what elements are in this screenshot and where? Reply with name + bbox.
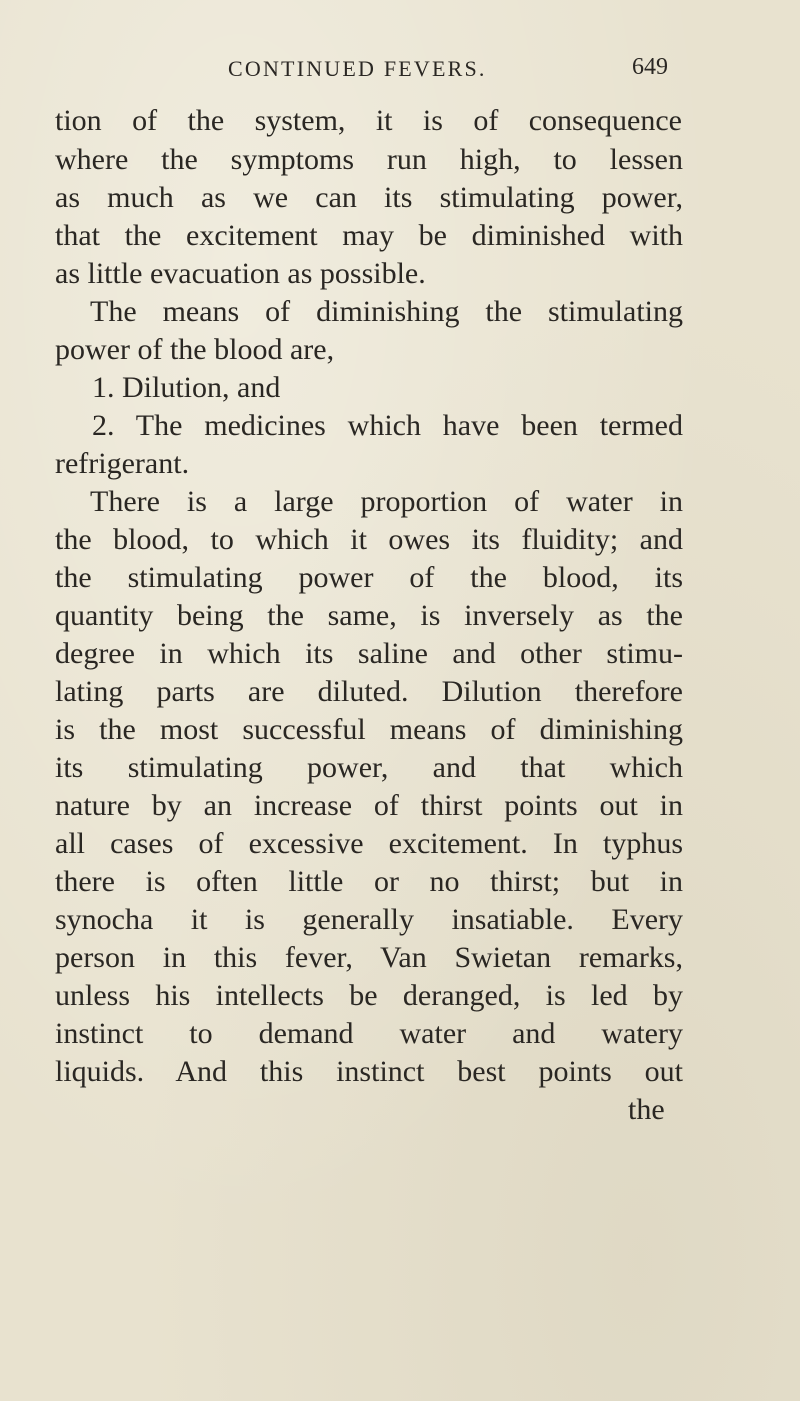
text-line: power of the blood are, — [55, 333, 335, 366]
text-line: synocha it is generally insatiable. Every — [55, 903, 683, 936]
text-line: The means of diminishing the stimulating — [90, 295, 683, 328]
text-line: quantity being the same, is inversely as the — [55, 599, 683, 632]
text-line: instinct to demand water and watery — [55, 1017, 683, 1050]
text-line: all cases of excessive excitement. In typhus — [55, 827, 683, 860]
text-line: the stimulating power of the blood, its — [55, 561, 683, 594]
text-line: degree in which its saline and other stimu- — [55, 637, 683, 670]
text-line: tion of the system, it is of consequence — [55, 104, 682, 137]
running-title: CONTINUED FEVERS. — [228, 56, 487, 81]
text-line: there is often little or no thirst; but in — [55, 865, 683, 898]
text-line: refrigerant. — [55, 447, 190, 480]
text-line: its stimulating power, and that which — [55, 751, 683, 784]
catchword: the — [628, 1093, 665, 1126]
text-line: as little evacuation as possible. — [55, 257, 426, 290]
text-line: is the most successful means of diminishing — [55, 713, 683, 746]
text-line: where the symptoms run high, to lessen — [55, 143, 683, 176]
list-item: 2. The medicines which have been termed — [92, 409, 683, 442]
running-head — [0, 56, 800, 86]
text-line: as much as we can its stimulating power, — [55, 181, 683, 214]
text-line: person in this fever, Van Swietan remarks, — [55, 941, 683, 974]
page-number: 649 — [632, 54, 668, 80]
text-line: the blood, to which it owes its fluidity; and — [55, 523, 683, 556]
text-line: nature by an increase of thirst points out in — [55, 789, 683, 822]
text-line: that the excitement may be diminished with — [55, 219, 683, 252]
list-item: 1. Dilution, and — [92, 371, 281, 404]
text-line: unless his intellects be deranged, is led by — [55, 979, 683, 1012]
text-line: lating parts are diluted. Dilution therefore — [55, 675, 683, 708]
text-line: There is a large proportion of water in — [90, 485, 683, 518]
text-line: liquids. And this instinct best points out — [55, 1055, 683, 1088]
